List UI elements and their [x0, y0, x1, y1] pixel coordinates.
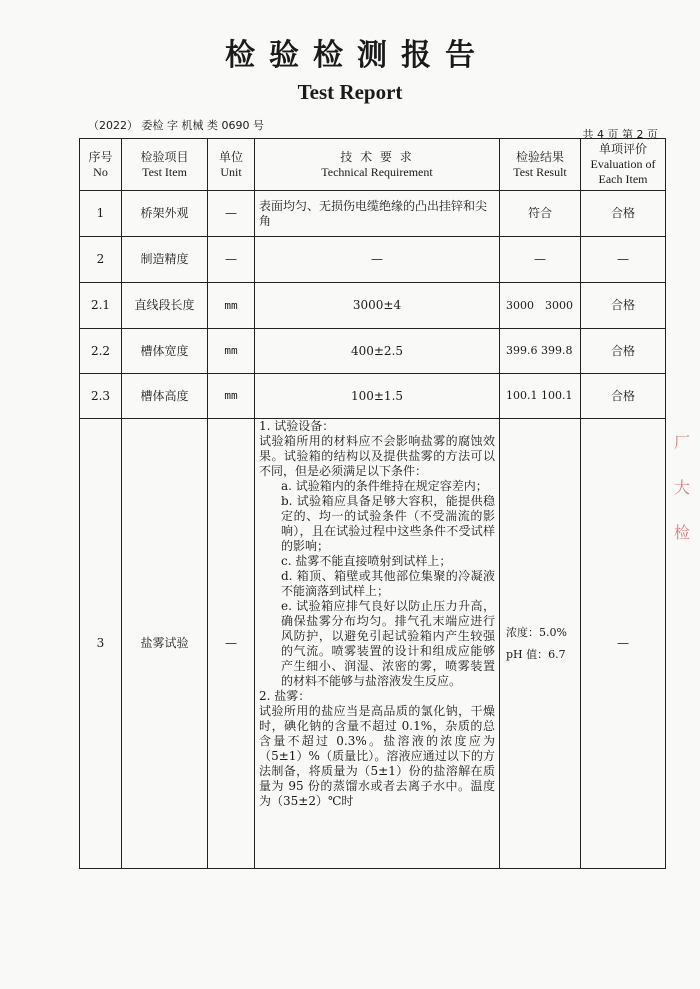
result-concentration: 浓度：5.0% [506, 625, 567, 639]
table-row [80, 329, 666, 374]
stamp-char: 大 [674, 478, 691, 497]
row-no: 1 [80, 191, 122, 237]
header-req-en: Technical Requirement [321, 164, 433, 179]
row-requirement: 表面均匀、无损伤电缆绝缘的凸出挂锌和尖角 [255, 191, 500, 237]
header-unit-en: Unit [220, 164, 242, 179]
row-no: 2.3 [80, 374, 122, 419]
result-ph: pH 值：6.7 [506, 647, 566, 661]
row-no: 2.2 [80, 329, 122, 374]
header-no [80, 139, 122, 191]
req-line: b. 试验箱应具备足够大容积，能提供稳定的、均一的试验条件（不受湍流的影响），且在试验过程中这些条件不受试样的影响； [281, 494, 495, 553]
row-no: 2 [80, 237, 122, 283]
stamp-char: 厂 [674, 433, 691, 452]
header-eval-en1: Evaluation of [590, 157, 656, 171]
req-line: a. 试验箱内的条件维持在规定容差内； [281, 479, 488, 493]
row-item: 槽体宽度 [122, 329, 208, 374]
header-result-en: Test Result [513, 164, 567, 179]
header-requirement [255, 139, 500, 191]
header-no-cn: 序号 [88, 149, 113, 164]
header-eval-en2: Each Item [598, 172, 648, 186]
row-evaluation: 合格 [581, 374, 666, 419]
row-unit: mm [208, 374, 255, 419]
row-unit: mm [208, 329, 255, 374]
row-requirement: 3000±4 [255, 283, 500, 329]
header-result-cn: 检验结果 [515, 149, 564, 164]
header-item-cn: 检验项目 [140, 149, 189, 164]
req-line: d. 箱顶、箱壁或其他部位集聚的冷凝液不能滴落到试样上； [281, 569, 495, 598]
row-item: 槽体高度 [122, 374, 208, 419]
req-line: e. 试验箱应排气良好以防止压力升高，确保盐雾分布均匀。排气孔末端应进行风防护，以避免引起试验箱内产生较强的气流。喷雾装置的设计和组成应能够产生细小、润湿、浓密的雾，喷雾装置的材料不能够与盐溶液发生反应。 [281, 599, 495, 688]
header-unit-cn: 单位 [218, 149, 243, 164]
report-title-en: Test Report [297, 80, 403, 104]
table-row-salt-spray [80, 419, 666, 869]
report-reference-number: （2022） 委检 字 机械 类 0690 号 [88, 119, 264, 132]
req-line: c. 盐雾不能直接喷射到试样上； [281, 554, 452, 568]
row-evaluation: — [581, 419, 666, 869]
test-results-table [79, 138, 666, 869]
header-result [500, 139, 581, 191]
row-evaluation: 合格 [581, 329, 666, 374]
table-header-row [80, 139, 666, 191]
req-line: 2. 盐雾： [259, 689, 311, 703]
row-requirement: — [255, 237, 500, 283]
row-item: 盐雾试验 [122, 419, 208, 869]
row-unit: — [208, 419, 255, 869]
row-result: 399.6 399.8 [500, 329, 581, 374]
header-unit [208, 139, 255, 191]
row-item: 直线段长度 [122, 283, 208, 329]
req-line: 试验箱所用的材料应不会影响盐雾的腐蚀效果。试验箱的结构以及提供盐雾的方法可以不同，但是必须满足以下条件： [259, 434, 495, 478]
row-item: 桥架外观 [122, 191, 208, 237]
table-row [80, 374, 666, 419]
req-line: 试验所用的盐应当是高品质的氯化钠，干燥时，碘化钠的含量不超过 0.1%，杂质的总含量不超过 0.3%。盐溶液的浓度应为（5±1）%（质量比）。溶液应通过以下的方法制备，将质量为（5±1）份的盐溶解在质量为 95 份的蒸馏水或者去离子水中。温度为（35±2）℃时 [259, 704, 495, 808]
seal-stamp [674, 430, 700, 570]
page-indicator: 共 4 页 第 2 页 [582, 128, 658, 141]
table-row [80, 283, 666, 329]
row-no: 3 [80, 419, 122, 869]
header-evaluation [581, 139, 666, 191]
row-result: 100.1 100.1 [500, 374, 581, 419]
report-title-cn: 检验检测报告 [225, 38, 489, 73]
header-item [122, 139, 208, 191]
row-unit: — [208, 237, 255, 283]
header-eval-cn: 单项评价 [598, 142, 647, 156]
row-result: 符合 [500, 191, 581, 237]
stamp-char: 检 [674, 523, 691, 542]
req-line: 1. 试验设备： [259, 419, 335, 433]
row-evaluation: 合格 [581, 191, 666, 237]
row-evaluation: 合格 [581, 283, 666, 329]
row-result [500, 419, 581, 869]
row-no: 2.1 [80, 283, 122, 329]
row-unit: mm [208, 283, 255, 329]
header-req-cn: 技 术 要 求 [340, 149, 414, 164]
row-unit: — [208, 191, 255, 237]
row-requirement [255, 419, 500, 869]
table-row [80, 191, 666, 237]
table-row [80, 237, 666, 283]
row-item: 制造精度 [122, 237, 208, 283]
row-result: — [500, 237, 581, 283]
row-requirement: 100±1.5 [255, 374, 500, 419]
header-item-en: Test Item [142, 164, 187, 179]
header-no-en: No [93, 164, 108, 179]
row-requirement: 400±2.5 [255, 329, 500, 374]
row-evaluation: — [581, 237, 666, 283]
row-result: 3000 3000 [500, 283, 581, 329]
